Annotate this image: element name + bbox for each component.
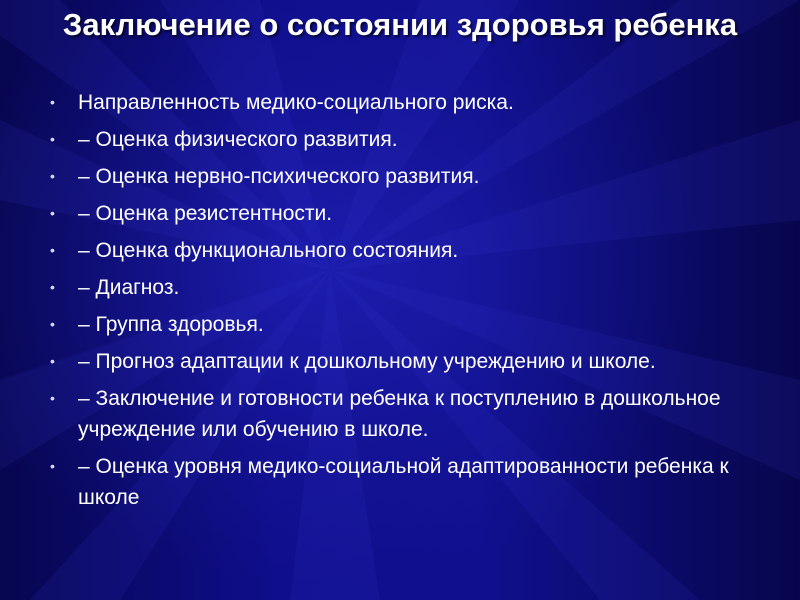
bullet-list [48,87,748,519]
list-item-text: Направленность медико-социального риска. [78,91,514,114]
bullet-icon: • [50,94,55,110]
list-item [48,451,748,513]
bullet-icon: • [50,131,55,147]
list-item [48,161,748,192]
bullet-icon: • [50,205,55,221]
list-item-text: – Оценка физического развития. [78,128,398,151]
list-item [48,383,748,445]
list-item-text: – Оценка нервно-психического развития. [78,165,480,188]
bullet-icon: • [50,458,55,474]
list-item [48,309,748,340]
list-item [48,124,748,155]
list-item [48,198,748,229]
bullet-icon: • [50,390,55,406]
bullet-icon: • [50,279,55,295]
list-item-text: – Оценка уровня медико-социальной адаптированности ребенка к школе [78,455,729,509]
list-item-text: – Группа здоровья. [78,313,264,336]
list-item-text: – Диагноз. [78,276,180,299]
list-item [48,346,748,377]
list-item [48,87,748,118]
list-item [48,235,748,266]
bullet-icon: • [50,168,55,184]
bullet-icon: • [50,316,55,332]
list-item-text: – Оценка резистентности. [78,202,333,225]
list-item-text: – Оценка функционального состояния. [78,239,459,262]
bullet-icon: • [50,242,55,258]
list-item-text: – Заключение и готовности ребенка к поступлению в дошкольное учреждение или обучению в школе. [78,387,721,441]
bullet-icon: • [50,353,55,369]
slide-title: Заключение о состоянии здоровья ребенка [62,7,738,42]
list-item-text: – Прогноз адаптации к дошкольному учреждению и школе. [78,350,656,373]
list-item [48,272,748,303]
